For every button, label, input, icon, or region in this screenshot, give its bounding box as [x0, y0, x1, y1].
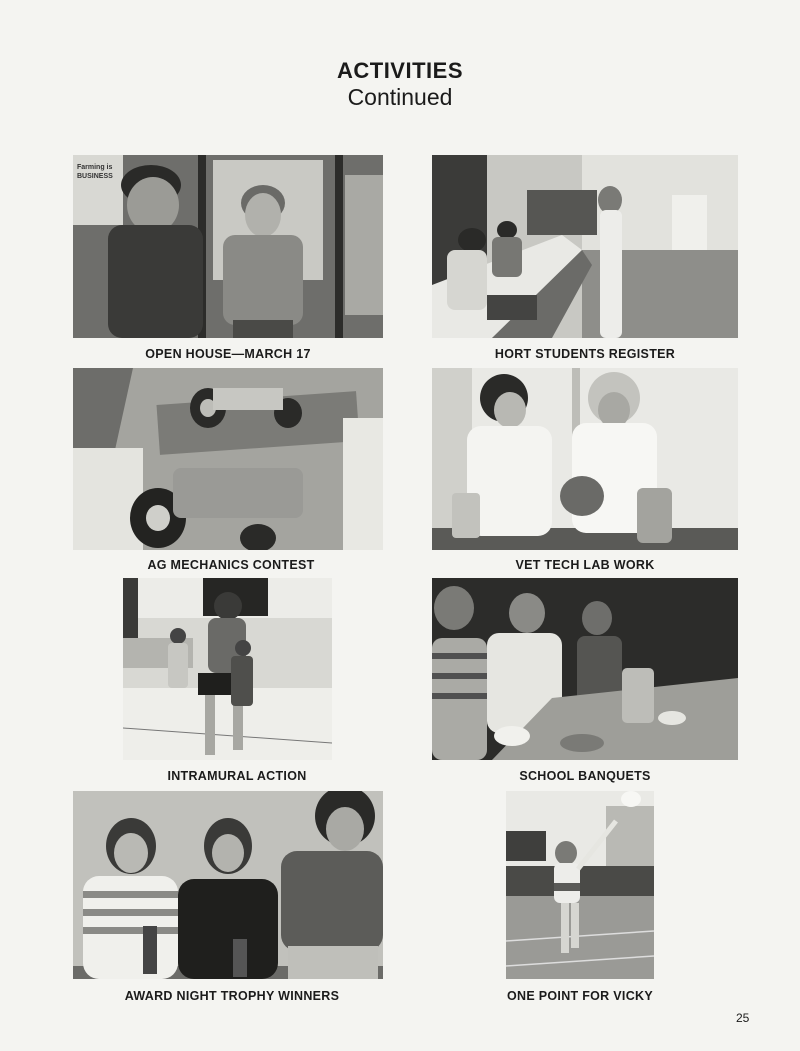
photo-vet-tech: [432, 368, 738, 550]
photo-hort-students: [432, 155, 738, 338]
photo-open-house: [73, 155, 383, 338]
poster-text: Farming is BUSINESS: [77, 164, 113, 180]
page-number: 25: [736, 1011, 750, 1025]
photo-intramural: [123, 578, 332, 760]
caption-one-point-vicky: ONE POINT FOR VICKY: [507, 989, 653, 1003]
caption-intramural: INTRAMURAL ACTION: [167, 769, 307, 783]
page-subtitle: Continued: [347, 84, 453, 110]
photo-trophy-winners: [73, 791, 383, 979]
caption-trophy-winners: AWARD NIGHT TROPHY WINNERS: [124, 989, 340, 1003]
caption-school-banquets: SCHOOL BANQUETS: [519, 769, 651, 783]
caption-vet-tech: VET TECH LAB WORK: [515, 558, 655, 572]
photo-school-banquets: [432, 578, 738, 760]
page-header: [0, 58, 800, 110]
photo-ag-mechanics: [73, 368, 383, 550]
caption-open-house: OPEN HOUSE—MARCH 17: [145, 347, 311, 361]
caption-ag-mechanics: AG MECHANICS CONTEST: [147, 558, 315, 572]
photo-one-point-vicky: [506, 791, 654, 979]
page-title: ACTIVITIES: [336, 58, 463, 83]
caption-hort-students: HORT STUDENTS REGISTER: [494, 347, 676, 361]
